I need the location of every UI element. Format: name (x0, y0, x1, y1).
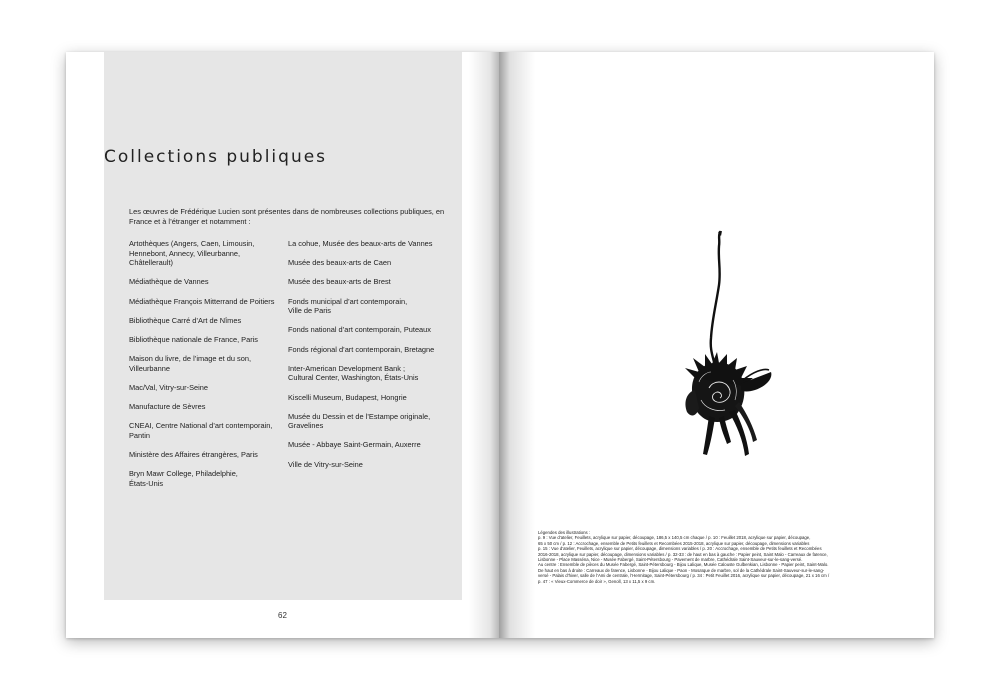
collections-list-right (288, 239, 448, 479)
collection-item: Bibliothèque nationale de France, Paris (129, 334, 259, 344)
intro-text: Les œuvres de Frédérique Lucien sont présentes dans de nombreuses collections publiques, en France et à l’étranger et notamment : (129, 207, 445, 226)
collection-item: Médiathèque François Mitterrand de Poitiers (129, 296, 275, 306)
illustration-captions (538, 530, 933, 584)
collection-item: Ville de Vitry-sur-Seine (288, 459, 363, 469)
page-title: Collections publiques (104, 147, 328, 167)
left-page (66, 52, 499, 638)
caption-line: De haut en bas à droite : Carreaux de faïence, Lisbonne - Bijou Lalique - Paon - Mosaïque de marbre, sol de la Cathédrale Saint-Sauveur-sur-le-sang- (538, 567, 825, 573)
collection-item: Musée du Dessin et de l’Estampe originale, Gravelines (288, 411, 431, 431)
collection-item: Médiathèque de Vannes (129, 277, 209, 287)
collection-item: Maison du livre, de l’image et du son, Villeurbanne (129, 354, 252, 373)
collection-item: Musée - Abbaye Saint-Germain, Auxerre (288, 440, 421, 450)
collection-item: Musée des beaux-arts de Brest (288, 277, 391, 287)
page-number: 62 (278, 611, 287, 620)
caption-line: 2016-2018, acrylique sur papier, découpage, dimensions variables / p. 32-33 : de haut en bas à gauche : Papier peint, Saint Malo - Carreaux de faïence, (538, 551, 828, 557)
open-book (66, 52, 934, 638)
collection-item: Musée des beaux-arts de Caen (288, 258, 392, 268)
caption-line: versé - Palais d’hiver, salle de l’Ami de centrale, l’Hermitage, Saint-Pétersbourg / p. 34 : Petit Feuillet 2016, acrylique sur papier, découpage, 21 x 16 cm / (538, 573, 830, 579)
collection-item: La cohue, Musée des beaux-arts de Vannes (288, 239, 433, 248)
collection-item: Fonds national d’art contemporain, Puteaux (288, 325, 431, 335)
collection-item: Ministère des Affaires étrangères, Paris (129, 450, 258, 460)
caption-line: Au centre : Ensemble de pièces du Musée Fabergé, Saint-Pétersbourg - Bijou Lalique, Musée Calouste Gulbenkian, Lisbonne - Papier peint, Saint-Malo. (538, 562, 829, 568)
collection-item: Kiscelli Museum, Budapest, Hongrie (288, 392, 407, 402)
collection-item: Mac/Val, Vitry-sur-Seine (129, 382, 208, 392)
gutter-shadow-left (469, 52, 499, 638)
caption-line: Lisbonne - Place Masséna, Nice - Musée Fabergé, Saint-Pétersbourg - Pavement de marbre, Cathédrale Saint-Sauveur-sur-le-sang-versé. (538, 557, 803, 563)
collections-list-left (129, 239, 281, 498)
collection-item: Bibliothèque Carré d’Art de Nîmes (129, 315, 242, 325)
collection-item: Inter-American Development Bank ; Cultural Center, Washington, États-Unis (288, 363, 419, 383)
collection-item: Fonds municipal d’art contemporain, Ville de Paris (288, 296, 408, 316)
caption-line: p. 47 : « Vieux-Commerce de doir », Genoll, 13 x 11,5 x 9 cm. (538, 578, 656, 584)
collection-item: Fonds régional d’art contemporain, Bretagne (288, 344, 435, 354)
caption-line: p. 9 : Vue d’atelier, Feuillets, acrylique sur papier, découpage, 186,5 x 140,5 cm chaque / p. 10 : Feuillet 2018, acrylique sur papier, découpage, (538, 535, 811, 541)
gutter-shadow-right (499, 52, 535, 638)
collection-item: Bryn Mawr College, Philadelphie, États-Unis (129, 469, 238, 488)
caption-line: p. 15 : Vue d’atelier, Feuillets, acrylique sur papier, découpage, dimensions variables / p. 20 : Accrochage, ensemble de Petits feuillets et Recombées (538, 546, 822, 552)
artwork-image (649, 230, 784, 480)
caption-line: 65 x 50 cm / p. 12 : Accrochage, ensemble de Petits feuillets et Recombées 2015-2018, acrylique sur papier, découpage, dimensions variables (538, 540, 810, 546)
collection-item: CNEAI, Centre National d’art contemporain, Pantin (129, 421, 273, 440)
collection-item: Manufacture de Sèvres (129, 402, 206, 412)
collection-item: Artothèques (Angers, Caen, Limousin, Hennebont, Annecy, Villeurbanne, Châtellerault) (129, 239, 255, 268)
caption-line: Légendes des illustrations : (538, 530, 591, 535)
